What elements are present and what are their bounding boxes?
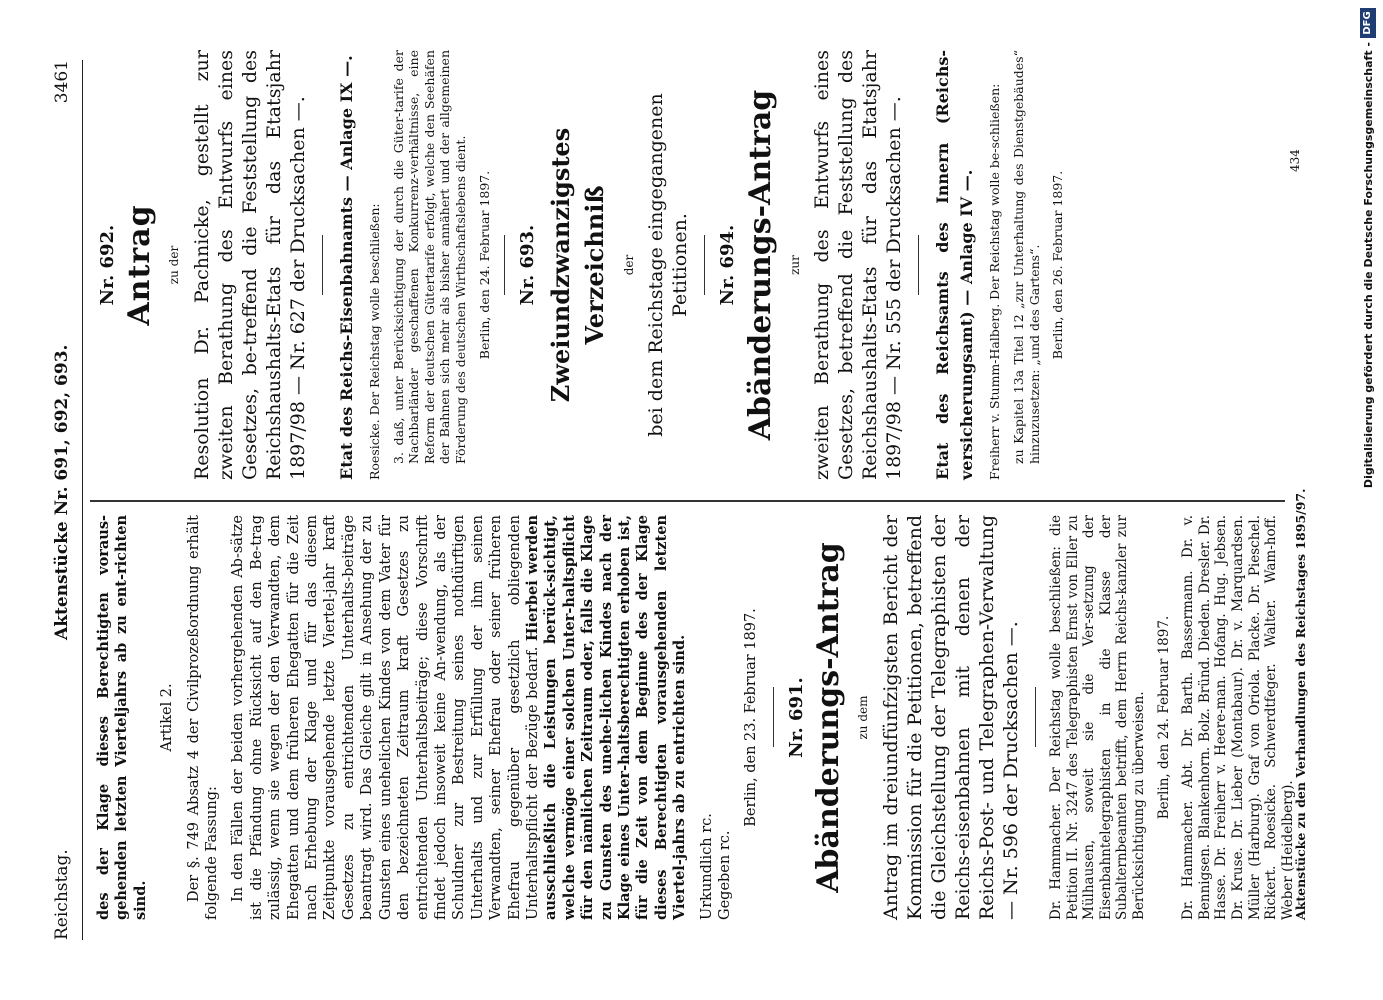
- separator: [322, 235, 323, 295]
- doc-body: bei dem Reichstage eingegangenen Petitionen.: [645, 93, 692, 437]
- point-text: zu Kapitel 13a Titel 12 „zur Unterhaltung des Dienstgebäudes“ hinzuzusetzen: „und des Gartens“.: [1010, 50, 1042, 464]
- intro-text: des der Klage dieses Berechtigten voraus-gehenden letzten Vierteljahrs ab zu ent-richten sind.: [95, 515, 149, 920]
- doc-title: Abänderungs-Antrag: [742, 89, 778, 441]
- separator: [704, 235, 705, 295]
- dfg-credit: [1358, 0, 1380, 1000]
- doc-number: Nr. 694.: [717, 224, 739, 306]
- dfg-text: Digitalisierung gefördert durch die Deutsche Forschungsgemeinschaft -: [1362, 42, 1375, 489]
- date-line: Berlin, den 24. Februar 1897.: [1155, 615, 1172, 820]
- doc-body: Antrag im dreiundfünfzigsten Bericht der Kommission für die Petitionen, betreffend die Gleichstellung der Telegraphisten der Reichs-eisenbahnen mit denen der Reichs-Post- und Telegraphen-Verwaltung — Nr. 596 der Drucksachen —.: [879, 515, 1022, 920]
- page-footer: Aktenstücke zu den Verhandlungen des Reichstages 1895/97.: [1293, 488, 1308, 920]
- page-mark: 434: [1288, 149, 1302, 172]
- motion-text: Dr. Hammacher. Der Reichstag wolle beschließen: die Petition II. Nr. 3247 des Telegraphisten Ernst von Eller zu Mülhausen, soweit sie die Ver-setzung der Eisenbahntelegraphisten in die Klasse der Subalternbeamten betrifft, dem Herrn Reichs-kanzler zur Berücksichtigung zu überweisen.: [1048, 515, 1147, 920]
- etat-heading: Etat des Reichs-Eisenbahnamts — Anlage IX —.: [337, 55, 356, 480]
- artikel-heading: Artikel 2.: [159, 683, 176, 752]
- date-line: Berlin, den 23. Februar 1897.: [743, 608, 760, 827]
- doc-zu: der: [621, 254, 636, 276]
- page-number: 3461: [52, 60, 72, 104]
- doc-zu: zu dem: [856, 695, 871, 740]
- paragraph-bold: Hierbei werden ausschließlich die Leistungen berück-sichtigt, welche vermöge einer solchen Unter-haltspflicht für den nämlichen Zeitraum oder, falls die Klage zu Gunsten des unehe-lichen Kindes nach der Klage eines Unter-haltsberechtigten erhoben ist, für die Zeit von dem Beginne des der Klage dieses Berechtigten vorausgehenden letzten Viertel-jahrs ab zu entrichten sind.: [523, 514, 689, 920]
- separator: [1035, 688, 1036, 748]
- doc-number: Nr. 691.: [786, 677, 807, 758]
- doc-number: Nr. 693.: [517, 224, 539, 306]
- doc-number: Nr. 692.: [97, 224, 118, 306]
- urkund: Urkundlich rc.: [698, 813, 715, 920]
- doc-title: Antrag: [122, 204, 158, 326]
- doc-title: Zweiundzwanzigstes Verzeichniß: [545, 127, 609, 403]
- doc-body: zweiten Berathung des Entwurfs eines Gesetzes, betreffend die Feststellung des Reichshaushalts-Etats für das Etatsjahr 1897/98 — Nr. 555 der Drucksachen —.: [811, 50, 906, 480]
- gegeben: Gegeben rc.: [717, 830, 733, 920]
- artikel-text: Der §. 749 Absatz 4 der Civilprozeßordnung erhält folgende Fassung:: [185, 515, 221, 920]
- paragraph: [229, 515, 689, 920]
- point-text: 3. daß, unter Berücksichtigung der durch die Güter-tarife der Nachbarländer geschaffenen Konkurrenz-verhältnisse, eine Reform der deutschen Gütertarife erfolgt, welche den Seehäfen der Bahnen sich mehr als bisher annähert und der allgemeinen Förderung des deutschen Wirthschaftslebens dient.: [390, 50, 468, 464]
- right-column: [95, 50, 1074, 480]
- paragraph-text: In den Fällen der beiden vorhergehenden Ab-sätze ist die Pfändung ohne Rücksicht auf den Be-trag zulässig, wenn sie wegen der den Verwandten, dem Ehegatten und dem früheren Ehegatten für die Zeit nach Erhebung der Klage und für das diesem Zeitpunkte vorausgehende letzte Viertel-jahr kraft Gesetzes zu entrichtenden Unterhalts-beiträge beantragt wird. Das Gleiche gilt in Ansehung der zu Gunsten eines unehelichen Kindes von dem Vater für den bezeichneten Zeitraum kraft Gesetzes zu entrichtenden Unterhaltsbeiträge; diese Vorschrift findet jedoch insoweit keine An-wendung, als der Schuldner zur Bestreitung seines nothdürftigen Unterhalts und zur Erfüllung der ihm seinen Verwandten, seiner Ehefrau oder seiner früheren Ehefrau gegenüber gesetzlich obliegenden Unterhaltspflicht der Bezüge bedarf.: [230, 515, 541, 920]
- etat-heading: Etat des Reichsamts des Innern (Reichs-versicherungsamt) — Anlage IV —.: [933, 50, 977, 480]
- doc-zu: zu der: [167, 245, 182, 285]
- date-line: Berlin, den 26. Februar 1897.: [1050, 170, 1066, 360]
- separator: [773, 688, 774, 748]
- header-left: Reichstag.: [52, 849, 72, 940]
- left-column: [95, 515, 1304, 920]
- doc-title: Abänderungs-Antrag: [811, 542, 847, 893]
- motion-text: Freiherr v. Stumm-Halberg. Der Reichstag wolle be-schließen:: [987, 83, 1003, 480]
- motion-text: Roesicke. Der Reichstag wolle beschließen:: [367, 203, 382, 480]
- column-divider: [90, 500, 1285, 502]
- separator: [918, 235, 919, 295]
- header-center: Aktenstücke Nr. 691, 692, 693.: [52, 344, 72, 640]
- date-line: Berlin, den 24. Februar 1897.: [476, 170, 492, 360]
- doc-zu: zur: [787, 255, 802, 275]
- page-header: [52, 60, 83, 940]
- signatures: Dr. Hammacher. Abt. Dr. Barth. Bassermann. Dr. v. Bennigsen. Blankenhorn. Bolz. Bründ. Dieden. Dresler. Dr. Hasse. Dr. Freiherr v. Heere-man. Hofang. Hug. Jebsen. Dr. Kruse. Dr. Lieber (Montabaur). Dr. v. Marquardsen. Müller (Harburg). Graf von Oriola. Placke. Dr. Pieschel. Rickert. Roesicke. Schwerdtfeger. Walter. Wam-hoff. Weber (Heidelberg).: [1180, 515, 1296, 920]
- dfg-logo: DFG: [1360, 8, 1376, 38]
- doc-body: Resolution Dr. Pachnicke, gestellt zur zweiten Berathung des Entwurfs eines Gesetzes, be-treffend die Feststellung des Reichshaushalts-Etats für das Etatsjahr 1897/98 — Nr. 627 der Drucksachen —.: [190, 50, 309, 480]
- separator: [504, 235, 505, 295]
